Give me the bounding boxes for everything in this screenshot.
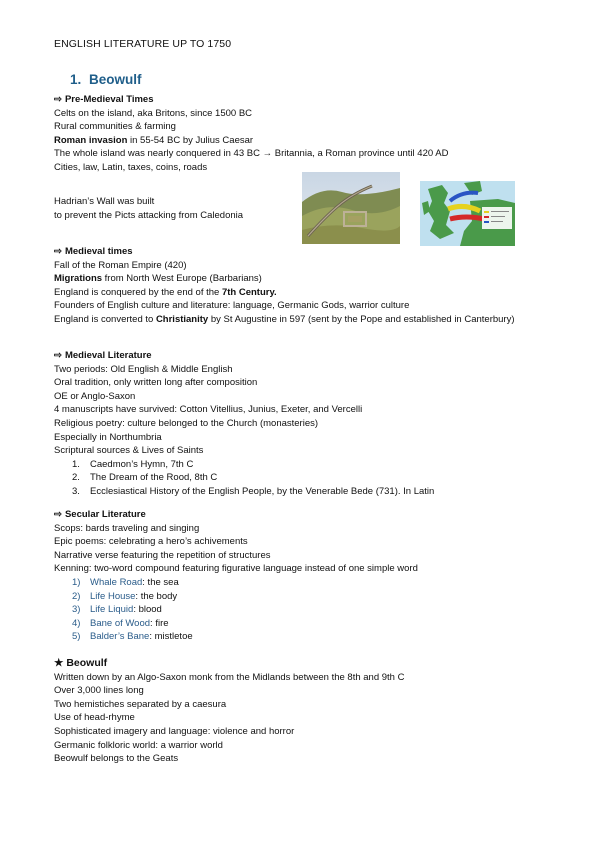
hadrians-wall-photo [302, 172, 400, 244]
text-line: Written down by an Algo-Saxon monk from the Midlands between the 8th and 9th C [54, 671, 405, 683]
religious-works-list [54, 458, 434, 499]
arrow-right-icon: ⇨ [54, 94, 62, 105]
text-line: Fall of the Roman Empire (420) [54, 259, 187, 271]
pre-medieval-heading: ⇨ Pre-Medieval Times [54, 94, 154, 105]
arrow-right-icon: ⇨ [54, 509, 62, 520]
arrow-right-icon: ⇨ [54, 350, 62, 361]
medieval-literature-section [54, 349, 434, 499]
text-line: Oral tradition, only written long after composition [54, 377, 258, 389]
text-line: Rural communities & farming [54, 121, 176, 133]
text-line: Migrations from North West Europe (Barbarians) [54, 273, 262, 285]
list-item: 2) Life House: the body [72, 590, 178, 602]
text-line: Hadrian’s Wall was built [54, 196, 155, 207]
medieval-literature-heading: ⇨ Medieval Literature [54, 350, 152, 361]
text-line: Germanic folkloric world: a warrior world [54, 739, 223, 751]
text-line: Religious poetry: culture belonged to the Church (monasteries) [54, 417, 319, 429]
list-item: 1. Caedmon’s Hymn, 7th C [72, 458, 194, 470]
medieval-times-section [54, 245, 524, 327]
text-line: England is converted to Christianity by St Augustine in 597 (sent by the Pope and established in Canterbury) [54, 313, 515, 325]
secular-literature-heading: ⇨ Secular Literature [54, 509, 146, 520]
text-line: Founders of English culture and literature: language, Germanic Gods, warrior culture [54, 300, 410, 312]
secular-literature-section [54, 508, 418, 644]
text-line: Scops: bards traveling and singing [54, 522, 200, 534]
text-line: Beowulf belongs to the Geats [54, 753, 179, 765]
beowulf-heading: ★ Beowulf [54, 657, 108, 669]
heading-number: 1. [70, 72, 82, 87]
kenning-list [54, 576, 418, 644]
text-line: Over 3,000 lines long [54, 685, 144, 697]
text-line: Use of head-rhyme [54, 712, 135, 724]
text-line: Two hemistiches separated by a caesura [54, 698, 227, 710]
list-item: 5) Balder’s Bane: mistletoe [72, 631, 193, 643]
text-line: Celts on the island, aka Britons, since 1500 BC [54, 107, 253, 119]
text-line: Roman invasion in 55-54 BC by Julius Caesar [54, 134, 254, 146]
text-line: Narrative verse featuring the repetition of structures [54, 549, 271, 561]
migration-map [420, 181, 515, 246]
hadrian-wall-text [54, 195, 243, 222]
star-icon: ★ [54, 657, 64, 669]
list-item: 4) Bane of Wood: fire [72, 617, 169, 629]
text-line: 4 manuscripts have survived: Cotton Vitellius, Junius, Exeter, and Vercelli [54, 404, 363, 416]
text-line: The whole island was nearly conquered in 43 BC → Britannia, a Roman province until 420 AD [54, 148, 449, 160]
text-line: Kenning: two-word compound featuring figurative language instead of one simple word [54, 563, 418, 575]
text-line: Epic poems: celebrating a hero’s achivements [54, 536, 248, 548]
section-heading-beowulf [70, 72, 142, 87]
text-line: Cities, law, Latin, taxes, coins, roads [54, 161, 208, 173]
text-line: Especially in Northumbria [54, 431, 162, 443]
pre-medieval-section [54, 93, 448, 175]
text-line: England is conquered by the end of the 7th Century. [54, 286, 277, 298]
document-title: ENGLISH LITERATURE UP TO 1750 [54, 38, 232, 50]
list-item: 3) Life Liquid: blood [72, 604, 162, 616]
medieval-times-heading: ⇨ Medieval times [54, 246, 133, 257]
beowulf-section [54, 657, 404, 766]
text-line: Scriptural sources & Lives of Saints [54, 445, 204, 457]
arrow-right-icon: ⇨ [54, 246, 62, 257]
text-line: Two periods: Old English & Middle English [54, 363, 233, 375]
list-item: 3. Ecclesiastical History of the English People, by the Venerable Bede (731). In Latin [72, 485, 435, 497]
list-item: 2. The Dream of the Rood, 8th C [72, 472, 218, 484]
list-item: 1) Whale Road: the sea [72, 576, 179, 588]
text-line: Sophisticated imagery and language: violence and horror [54, 725, 295, 737]
text-line: to prevent the Picts attacking from Caledonia [54, 209, 244, 221]
text-line: OE or Anglo-Saxon [54, 390, 136, 402]
heading-title: Beowulf [89, 72, 142, 87]
